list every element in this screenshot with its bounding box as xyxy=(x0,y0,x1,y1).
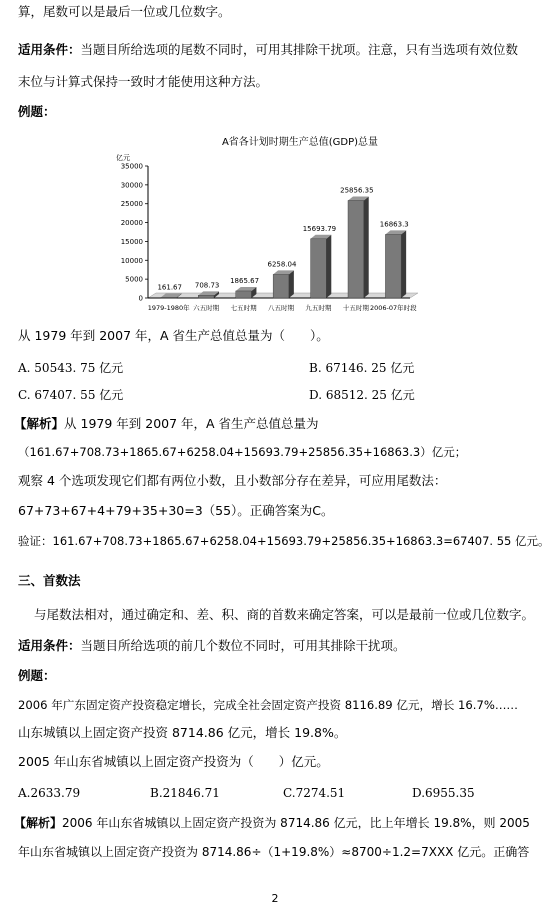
analysis-line xyxy=(14,416,319,432)
option-d: D.6955.35 xyxy=(412,786,475,800)
bar xyxy=(348,200,364,298)
verification-line: 验证：161.67+708.73+1865.67+6258.04+15693.79+25856.35+16863.3=67407. 55 亿元。 xyxy=(18,534,550,548)
condition-line xyxy=(18,638,406,654)
example-text: 山东城镇以上固定资产投资 8714.86 亿元，增长 19.8%。 xyxy=(18,725,347,740)
bar xyxy=(311,239,327,298)
data-label: 161.67 xyxy=(157,283,182,292)
data-label: 1865.67 xyxy=(230,276,260,285)
condition-text: 当题目所给选项的前几个数位不同时，可用其排除干扰项。 xyxy=(80,638,406,653)
x-tick-label: 七五时期 xyxy=(230,304,257,312)
condition-label: 适用条件： xyxy=(18,42,81,57)
condition-line xyxy=(18,42,518,58)
bar-side xyxy=(326,235,331,298)
y-tick-label: 10000 xyxy=(120,256,143,265)
condition-label: 适用条件： xyxy=(18,638,81,653)
bar xyxy=(385,234,401,298)
data-label: 16863.3 xyxy=(379,220,409,229)
option-b: B. 67146. 25 亿元 xyxy=(309,361,415,375)
option-d: D. 68512. 25 亿元 xyxy=(309,388,415,402)
x-tick-label: 1979-1980年 xyxy=(147,304,190,312)
bar xyxy=(198,295,214,298)
data-label: 15693.79 xyxy=(302,224,337,233)
analysis-line: （161.67+708.73+1865.67+6258.04+15693.79+25856.35+16863.3）亿元； xyxy=(18,445,467,459)
bar-side xyxy=(289,270,294,298)
data-label: 6258.04 xyxy=(267,260,297,269)
analysis-label: 【解析】 xyxy=(14,816,63,830)
bar xyxy=(161,297,177,298)
question-text: 从 1979 年到 2007 年，A 省生产总值总量为（ ）。 xyxy=(18,328,329,343)
x-tick-label: 十五时期 xyxy=(342,304,369,312)
analysis-line: 67+73+67+4+79+35+30=3（55）。正确答案为C。 xyxy=(18,503,334,518)
option-a: A.2633.79 xyxy=(18,786,81,800)
option-c: C.7274.51 xyxy=(283,786,346,800)
option-c: C. 67407. 55 亿元 xyxy=(18,388,124,402)
analysis-line: 观察 4 个选项发现它们都有两位小数，且小数部分存在差异，可应用尾数法： xyxy=(18,473,447,488)
bar xyxy=(273,274,289,298)
condition-text: 当题目所给选项的尾数不同时，可用其排除干扰项。注意，只有当选项有效位数 xyxy=(80,42,519,57)
y-tick-label: 25000 xyxy=(120,200,143,209)
y-tick-label: 35000 xyxy=(120,162,143,171)
x-tick-label: 六五时期 xyxy=(193,304,220,312)
analysis-text: 2006 年山东省城镇以上固定资产投资为 8714.86 亿元，比上年增长 19.8%，则 2005 xyxy=(62,816,530,830)
data-label: 25856.35 xyxy=(340,186,374,195)
example-label: 例题： xyxy=(18,104,56,119)
analysis-line xyxy=(14,815,530,831)
option-b: B.21846.71 xyxy=(150,786,220,800)
option-a: A. 50543. 75 亿元 xyxy=(18,361,124,375)
x-tick-label: 2006-07年时段 xyxy=(369,304,417,312)
y-axis-label: 亿元 xyxy=(116,154,130,162)
gdp-bar-chart xyxy=(110,130,450,318)
question-text: 2005 年山东省城镇以上固定资产投资为（ ）亿元。 xyxy=(18,754,329,769)
section-intro: 与尾数法相对，通过确定和、差、积、商的首数来确定答案，可以是最前一位或几位数字。 xyxy=(34,607,535,622)
example-label: 例题： xyxy=(18,668,56,683)
chart-title: A省各计划时期生产总值(GDP)总量 xyxy=(221,137,379,148)
text-line: 算，尾数可以是最后一位或几位数字。 xyxy=(18,4,231,19)
y-tick-label: 5000 xyxy=(125,275,143,284)
y-tick-label: 30000 xyxy=(120,181,143,190)
analysis-line: 年山东省城镇以上固定资产投资为 8714.86÷（1+19.8%）≈8700÷1.2=7XXX 亿元。正确答 xyxy=(18,845,530,859)
example-text: 2006 年广东固定资产投资稳定增长，完成全社会固定资产投资 8116.89 亿元，增长 16.7%…… xyxy=(18,698,519,712)
section-title: 三、首数法 xyxy=(18,573,81,588)
text-line: 末位与计算式保持一致时才能使用这种方法。 xyxy=(18,74,269,89)
bar-side xyxy=(364,196,369,298)
page-number: 2 xyxy=(271,892,279,905)
analysis-label: 【解析】 xyxy=(14,416,65,431)
y-tick-label: 0 xyxy=(138,294,143,303)
data-label: 708.73 xyxy=(194,281,220,290)
analysis-text: 从 1979 年到 2007 年，A 省生产总值总量为 xyxy=(64,416,319,431)
x-tick-label: 九五时期 xyxy=(305,304,332,312)
y-tick-label: 15000 xyxy=(120,237,143,246)
bar xyxy=(236,291,252,298)
x-tick-label: 八五时期 xyxy=(268,304,294,312)
y-tick-label: 20000 xyxy=(120,219,143,228)
bar-side xyxy=(401,230,406,298)
